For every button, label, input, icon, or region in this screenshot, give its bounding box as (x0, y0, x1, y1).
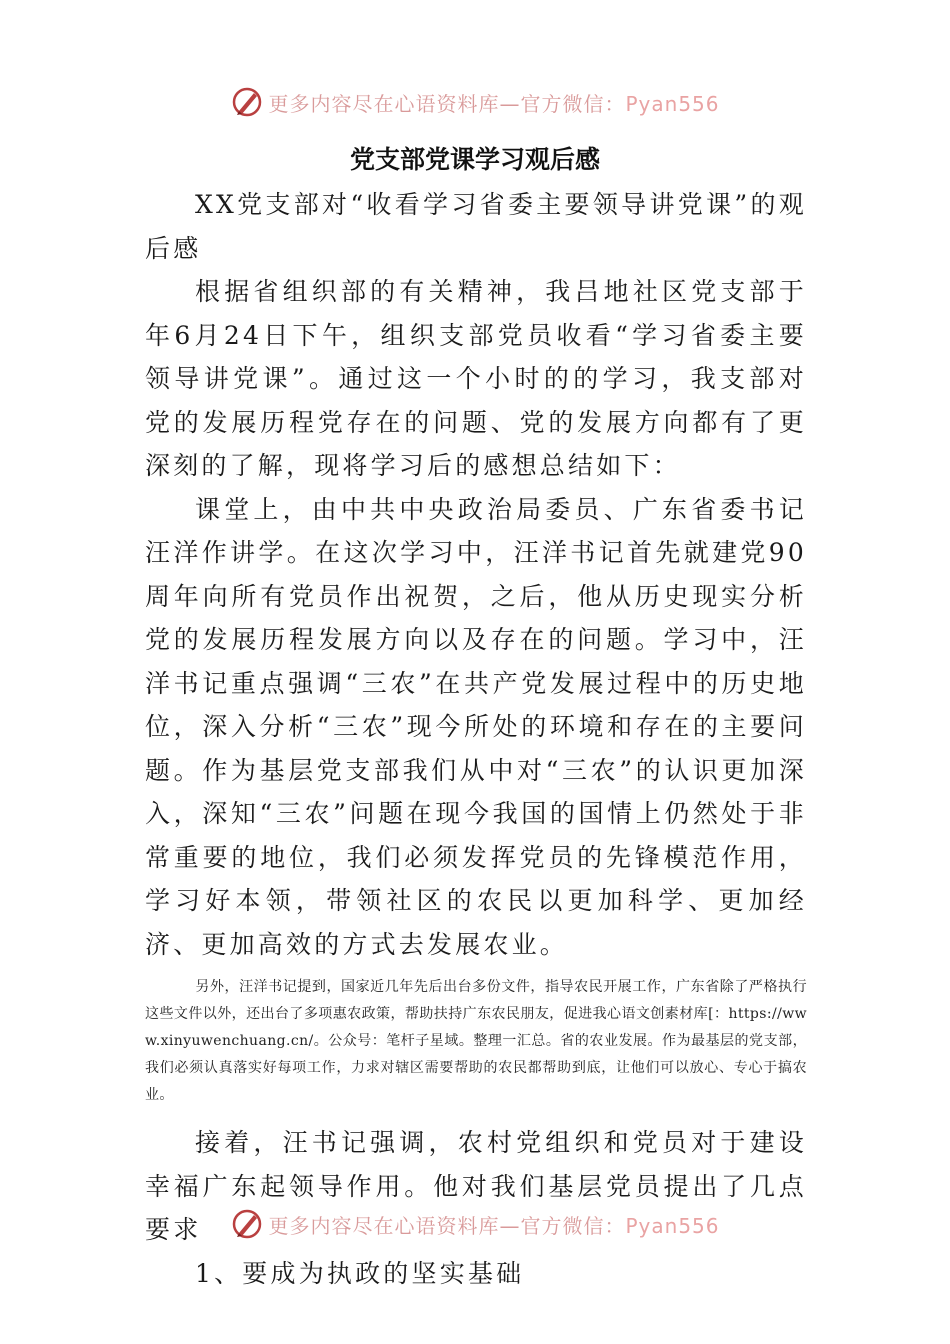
paragraph-small-print: 另外，汪洋书记提到，国家近几年先后出台多份文件，指导农民开展工作，广东省除了严格执行这些文件以外，还出台了多项惠农政策，帮助扶持广东农民朋友，促进我心语文创素材库[：https://www.xinyuwenchuang.cn/。公众号：笔杆子星域。整理一汇总。省的农业发展。作为最基层的党支部，我们必须认真落实好每项工作，力求对辖区需要帮助的农民都帮助到底，让他们可以放心、专心于搞农业。 (145, 979, 807, 1103)
pen-logo-icon (230, 85, 264, 119)
watermark-text: 更多内容尽在心语资料库—官方微信：Pyan556 (268, 1213, 720, 1238)
list-item-1: 1、要成为执政的坚实基础 (195, 1258, 525, 1288)
footer-watermark (0, 1204, 950, 1244)
paragraph-lecture: 课堂上，由中共中央政治局委员、广东省委书记汪洋作讲学。在这次学习中，汪洋书记首先就建党90周年向所有党员作出祝贺，之后，他从历史现实分析党的发展历程发展方向以及存在的问题。学习中，汪洋书记重点强调“三农”在共产党发展过程中的历史地位，深入分析“三农”现今所处的环境和存在的主要问题。作为基层党支部我们从中对“三农”的认识更加深入，深知“三农”问题在现今我国的国情上仍然处于非常重要的地位，我们必须发挥党员的先锋模范作用，学习好本领，带领社区的农民以更加科学、更加经济、更加高效的方式去发展农业。 (145, 494, 807, 959)
paragraph-requirements: 接着，汪书记强调，农村党组织和党员对于建设幸福广东起领导作用。他对我们基层党员提出了几点要求 (145, 1128, 807, 1244)
document-title: 党支部党课学习观后感 (349, 145, 600, 174)
watermark-text: 更多内容尽在心语资料库—官方微信：Pyan556 (268, 91, 720, 116)
header-watermark (0, 82, 950, 122)
paragraph-intro: 根据省组织部的有关精神，我吕地社区党支部于年6月24日下午，组织支部党员收看“学习省委主要领导讲党课”。通过这一个小时的的学习，我支部对党的发展历程党存在的问题、党的发展方向都有了更深刻的了解，现将学习后的感想总结如下： (145, 277, 807, 480)
paragraph-heading: XX党支部对“收看学习省委主要领导讲党课”的观后感 (145, 190, 807, 263)
document-body (145, 183, 807, 1295)
pen-logo-icon (230, 1207, 264, 1241)
